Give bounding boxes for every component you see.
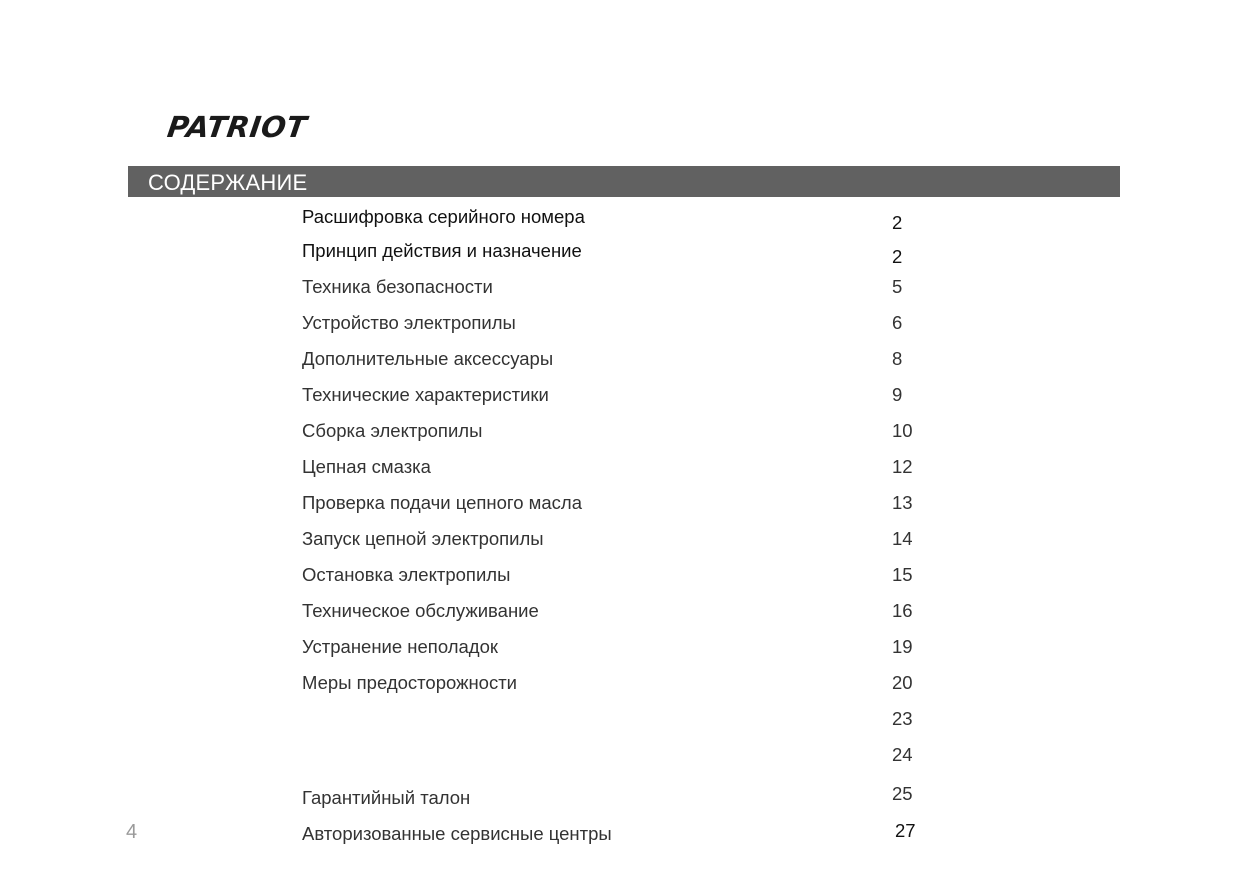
toc-entry-label: Гарантийный талон <box>302 787 471 808</box>
toc-entry-label: Запуск цепной электропилы <box>302 528 544 549</box>
toc-entry-label: Устройство электропилы <box>302 312 516 333</box>
toc-entry-page: 24 <box>892 744 913 765</box>
toc-entry-page: 27 <box>895 820 916 841</box>
toc-entry-page: 19 <box>892 636 913 657</box>
toc-entry-label: Проверка подачи цепного масла <box>302 492 583 513</box>
toc-entry-label: Технические характеристики <box>302 384 549 405</box>
toc-entry-page: 2 <box>892 212 903 233</box>
toc-entry-page: 14 <box>892 528 913 549</box>
toc-row <box>0 347 1247 377</box>
toc-entry-page: 2 <box>892 246 903 267</box>
toc-entry-page: 23 <box>892 708 913 729</box>
toc-entry-page: 6 <box>892 312 903 333</box>
toc-entry-page: 20 <box>892 672 913 693</box>
toc-entry-label: Устранение неполадок <box>302 636 498 657</box>
toc-row <box>0 491 1247 521</box>
toc-entry-label: Техника безопасности <box>302 276 493 297</box>
toc-entry-label: Авторизованные сервисные центры <box>302 823 612 844</box>
contents-title: СОДЕРЖАНИЕ <box>148 170 308 195</box>
toc-entry-label: Меры предосторожности <box>302 672 518 693</box>
toc-entry-page: 12 <box>892 456 913 477</box>
toc-entry-page: 8 <box>892 348 903 369</box>
toc-row <box>0 819 1247 849</box>
toc-entry-page: 25 <box>892 783 913 804</box>
toc-entry-page: 9 <box>892 384 903 405</box>
page-number: 4 <box>126 821 138 843</box>
patriot-logo: PATRIOT <box>165 110 310 144</box>
toc-row <box>0 205 1247 235</box>
toc-entry-page: 15 <box>892 564 913 585</box>
toc-row <box>0 239 1247 269</box>
toc-entry-label: Цепная смазка <box>302 456 431 477</box>
toc-row <box>0 419 1247 449</box>
toc-row <box>0 311 1247 341</box>
toc-row <box>0 782 1247 812</box>
toc-entry-label: Принцип действия и назначение <box>302 240 582 261</box>
toc-entry-label: Расшифровка серийного номера <box>302 206 585 227</box>
toc-entry-page: 5 <box>892 276 903 297</box>
toc-row <box>0 635 1247 665</box>
toc-entry-label: Техническое обслуживание <box>302 600 539 621</box>
toc-row <box>0 275 1247 305</box>
toc-entry-page: 16 <box>892 600 913 621</box>
toc-entry-page: 10 <box>892 420 913 441</box>
toc-entry-label: Дополнительные аксессуары <box>302 348 554 369</box>
toc-row <box>0 707 1247 737</box>
toc-row <box>0 671 1247 701</box>
toc-entry-label: Сборка электропилы <box>302 420 483 441</box>
toc-row <box>0 743 1247 773</box>
toc-row <box>0 527 1247 557</box>
toc-entry-page: 13 <box>892 492 913 513</box>
toc-row <box>0 599 1247 629</box>
toc-row <box>0 383 1247 413</box>
toc-entry-label: Остановка электропилы <box>302 564 511 585</box>
contents-header-bar <box>128 166 1120 197</box>
toc-row <box>0 455 1247 485</box>
toc-row <box>0 563 1247 593</box>
